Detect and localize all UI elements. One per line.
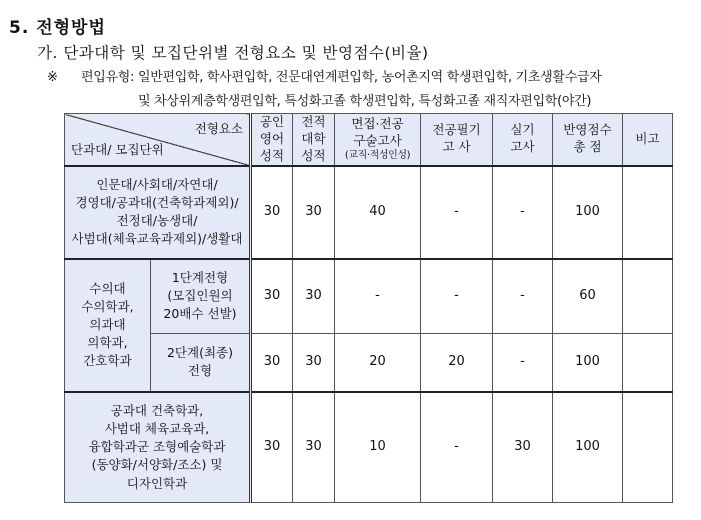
- total-score: 60: [553, 259, 623, 334]
- header-interview: 면접·전공 구술고사 (교직·적성인성): [335, 114, 421, 166]
- practical-score: -: [493, 166, 553, 259]
- english-score: 30: [251, 259, 293, 334]
- unit-cell: 인문대/사회대/자연대/ 경영대/공과대(건축학과제외)/ 전정대/농생대/ 사범대(체육교육과제외)/생활대: [65, 166, 251, 259]
- stage-cell: 2단계(최종) 전형: [151, 334, 251, 392]
- section-title: 5. 전형방법: [9, 18, 106, 38]
- written-score: -: [421, 259, 493, 334]
- remarks-cell: [623, 259, 673, 334]
- interview-score: 40: [335, 166, 421, 259]
- header-unit-label: 단과대/ 모집단위: [71, 141, 164, 157]
- written-score: -: [421, 392, 493, 503]
- table-row: [65, 334, 673, 392]
- interview-score: 10: [335, 392, 421, 503]
- header-english: 공인 영어 성적: [251, 114, 293, 166]
- practical-score: 30: [493, 392, 553, 503]
- total-score: 100: [553, 392, 623, 503]
- written-score: 20: [421, 334, 493, 392]
- note-marker: ※: [47, 70, 58, 85]
- remarks-cell: [623, 392, 673, 503]
- interview-score: 20: [335, 334, 421, 392]
- practical-score: -: [493, 334, 553, 392]
- written-score: -: [421, 166, 493, 259]
- header-row: [65, 114, 673, 166]
- header-elements-label: 전형요소: [194, 121, 243, 136]
- header-diagonal-cell: [65, 114, 251, 166]
- grade-score: 30: [293, 334, 335, 392]
- english-score: 30: [251, 392, 293, 503]
- grade-score: 30: [293, 259, 335, 334]
- note-line-2: 및 차상위계층학생편입학, 특성화고졸 학생편입학, 특성화고졸 재직자편입학(야간): [138, 94, 592, 109]
- stage-cell: 1단계전형 (모집인원의 20배수 선발): [151, 259, 251, 334]
- note-line-1: [47, 66, 601, 85]
- header-total: 반영점수 총 점: [553, 114, 623, 166]
- total-score: 100: [553, 166, 623, 259]
- grade-score: 30: [293, 392, 335, 503]
- header-grade: 전적 대학 성적: [293, 114, 335, 166]
- english-score: 30: [251, 334, 293, 392]
- remarks-cell: [623, 334, 673, 392]
- table-row: [65, 166, 673, 259]
- header-remarks: 비고: [623, 114, 673, 166]
- english-score: 30: [251, 166, 293, 259]
- total-score: 100: [553, 334, 623, 392]
- header-written: 전공필기 고 사: [421, 114, 493, 166]
- subsection-title: 가. 단과대학 및 모집단위별 전형요소 및 반영점수(비율): [37, 44, 429, 62]
- interview-score: -: [335, 259, 421, 334]
- practical-score: -: [493, 259, 553, 334]
- unit-cell: 공과대 건축학과, 사범대 체육교육과, 융합학과군 조형예술학과 (동양화/서양화/조소) 및 디자인학과: [65, 392, 251, 503]
- table-row: [65, 259, 673, 334]
- selection-elements-table: [64, 113, 673, 503]
- table-row: [65, 392, 673, 503]
- remarks-cell: [623, 166, 673, 259]
- unit-cell: 수의대 수의학과, 의과대 의학과, 간호학과: [65, 259, 151, 392]
- header-practical: 실기 고사: [493, 114, 553, 166]
- note-line-1-text: 편입유형: 일반편입학, 학사편입학, 전문대연계편입학, 농어촌지역 학생편입학, 기초생활수급자: [81, 70, 602, 85]
- grade-score: 30: [293, 166, 335, 259]
